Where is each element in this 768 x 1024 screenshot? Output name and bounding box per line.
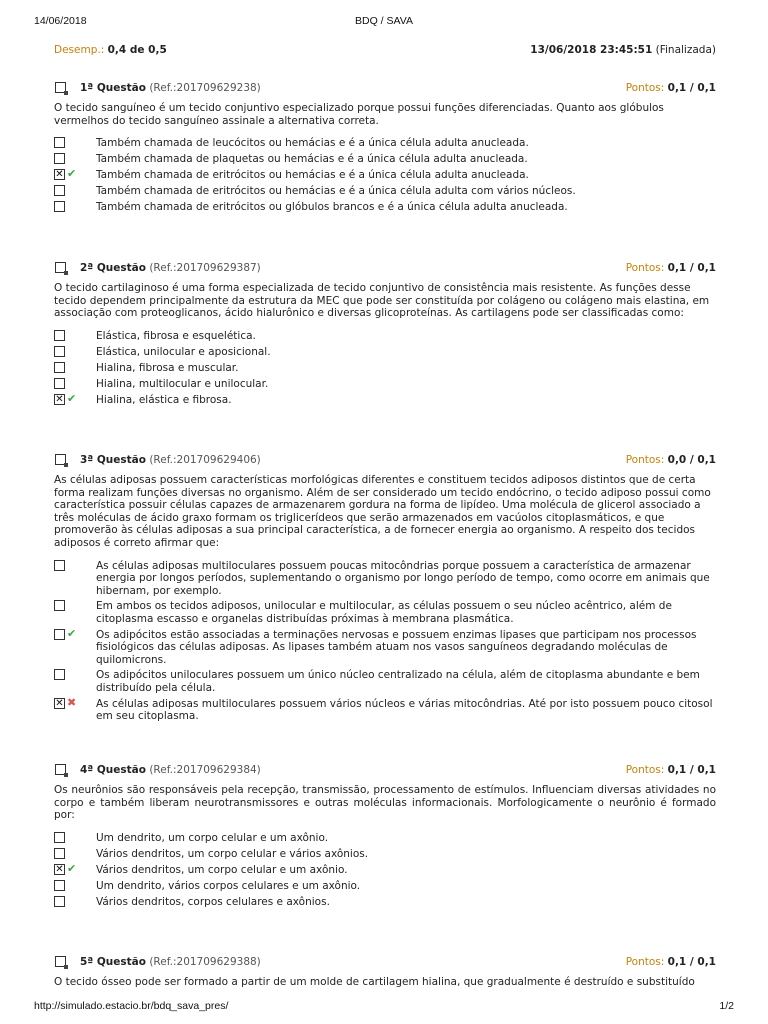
question-header [54, 956, 716, 970]
question-number: 3ª Questão [80, 454, 146, 466]
wrong-icon: ✖ [67, 695, 77, 709]
points-label: Pontos: [625, 82, 665, 94]
option[interactable] [54, 378, 716, 391]
question-3 [54, 454, 716, 726]
correct-icon: ✔ [67, 167, 77, 181]
option-text: As células adiposas multiloculares possuem poucas mitocôndrias porque possuem a característica de armazenar energia por longos períodos, suplementando o organismo por longo período de tempo, como ocorre em animais que hibernam, por exemplo. [96, 559, 710, 597]
option[interactable] [54, 560, 716, 598]
print-header [0, 15, 768, 29]
option[interactable] [54, 391, 716, 407]
option-checkbox[interactable] [54, 629, 65, 640]
option-checkbox[interactable] [54, 880, 65, 891]
option[interactable] [54, 169, 716, 182]
desemp-label: Desemp.: [54, 44, 105, 56]
points-value: 0,1 / 0,1 [667, 956, 716, 968]
option-text: Hialina, fibrosa e muscular. [96, 361, 239, 374]
option-checkbox[interactable] [54, 137, 65, 148]
option-checkbox[interactable]: ✕ [55, 697, 64, 709]
question-number: 4ª Questão [80, 764, 146, 776]
desemp-value: 0,4 de 0,5 [107, 44, 167, 56]
finish-status: (Finalizada) [655, 44, 716, 56]
question-icon [55, 454, 66, 465]
finish-info [530, 44, 716, 56]
option-checkbox[interactable] [54, 560, 65, 571]
option[interactable] [54, 137, 716, 150]
option-checkbox[interactable] [54, 185, 65, 196]
option-checkbox[interactable] [54, 346, 65, 357]
option-text: Vários dendritos, um corpo celular e vários axônios. [96, 847, 369, 860]
points-value: 0,1 / 0,1 [667, 262, 716, 274]
option[interactable] [54, 848, 716, 861]
option[interactable] [54, 330, 716, 343]
option-text: Hialina, elástica e fibrosa. [96, 393, 232, 406]
option-checkbox[interactable] [54, 669, 65, 680]
question-4 [54, 764, 716, 912]
option[interactable] [54, 896, 716, 909]
print-footer [0, 1000, 768, 1014]
question-number: 5ª Questão [80, 956, 146, 968]
option[interactable] [54, 362, 716, 375]
print-url[interactable]: http://simulado.estacio.br/bdq_sava_pres/ [34, 1000, 229, 1012]
option-text: Também chamada de eritrócitos ou hemácias e é a única célula adulta anucleada. [96, 169, 529, 182]
option-text: Também chamada de eritrócitos ou glóbulos brancos e é a única célula adulta anucleada. [96, 201, 568, 214]
points-label: Pontos: [625, 262, 665, 274]
option-checkbox[interactable] [54, 896, 65, 907]
option-checkbox[interactable] [54, 600, 65, 611]
question-number: 1ª Questão [80, 82, 146, 94]
print-title: BDQ / SAVA [355, 15, 413, 27]
print-date: 14/06/2018 [34, 15, 87, 27]
correct-icon: ✔ [67, 861, 77, 875]
question-header [54, 262, 716, 276]
option-checkbox[interactable]: ✕ [55, 169, 64, 181]
question-header [54, 764, 716, 778]
points-value: 0,1 / 0,1 [667, 82, 716, 94]
points-value: 0,0 / 0,1 [667, 454, 716, 466]
question-5 [54, 956, 716, 999]
option-checkbox[interactable] [54, 330, 65, 341]
option-checkbox[interactable] [54, 378, 65, 389]
question-stem: O tecido ósseo pode ser formado a partir de um molde de cartilagem hialina, que gradualmente é destruído e substituído [54, 976, 695, 988]
option[interactable] [54, 832, 716, 845]
option[interactable] [54, 861, 716, 877]
question-icon [55, 82, 66, 93]
option-text: Também chamada de plaquetas ou hemácias e é a única célula adulta anucleada. [96, 153, 528, 166]
option-text: Também chamada de eritrócitos ou hemácias e é a única célula adulta com vários núcleos. [96, 185, 576, 198]
finish-timestamp: 13/06/2018 23:45:51 [530, 44, 653, 56]
question-stem: O tecido cartilaginoso é uma forma especializada de tecido conjuntivo de consistência mais resistente. As funções desse tecido dependem principalmente da estrutura da MEC que pode ser constituída por colágeno ou colágeno mais elastina, em associação com proteoglicanos, ácido hialurônico e diversas glicoproteínas. As cartilagens pode ser classificadas como: [54, 282, 710, 320]
question-stem: As células adiposas possuem características morfológicas diferentes e constituem tecidos adiposos distintos que de certa forma realizam funções diversas no organismo. Além de ser considerado um tecido endócrino, o tecido adiposo possui como característica possuir células capazes de armazenarem gordura na forma de lipídeo. Uma molécula de glicerol associado a três moléculas de ácido graxo formam os triglicerídeos que serão armazenados em vacúolos citoplasmáticos, e que promoverão às células adiposas a sua principal característica, a de fornecer energia ao organismo. A respeito dos tecidos adiposos é correto afirmar que: [54, 474, 711, 549]
option-checkbox[interactable] [54, 832, 65, 843]
option-text: Vários dendritos, um corpo celular e um axônio. [96, 863, 348, 876]
question-ref: (Ref.:201709629406) [149, 454, 261, 466]
option-checkbox[interactable]: ✕ [55, 393, 64, 405]
option-text: Um dendrito, um corpo celular e um axônio. [96, 831, 329, 844]
option-checkbox[interactable] [54, 201, 65, 212]
points-label: Pontos: [625, 956, 665, 968]
question-number: 2ª Questão [80, 262, 146, 274]
option[interactable] [54, 185, 716, 198]
question-icon [55, 956, 66, 967]
question-icon [55, 764, 66, 775]
option-checkbox[interactable] [54, 848, 65, 859]
option-checkbox[interactable] [54, 362, 65, 373]
option-text: Os adipócitos uniloculares possuem um único núcleo centralizado na célula, além de citoplasma abundante e bem distribuído pela célula. [96, 669, 700, 694]
points-label: Pontos: [625, 764, 665, 776]
question-ref: (Ref.:201709629384) [149, 764, 261, 776]
option-text: As células adiposas multiloculares possuem vários núcleos e várias mitocôndrias. Até por isto possuem pouco citosol em seu citoplasma. [96, 697, 713, 723]
question-header [54, 82, 716, 96]
option[interactable] [54, 600, 716, 625]
performance-summary [54, 44, 716, 60]
print-page-number: 1/2 [719, 1000, 734, 1012]
question-ref: (Ref.:201709629387) [149, 262, 261, 274]
question-ref: (Ref.:201709629238) [149, 82, 261, 94]
option-text: Em ambos os tecidos adiposos, unilocular e multilocular, as células possuem o seu núcleo acêntrico, além de citoplasma escasso e organelas distribuídas próximas à membrana plasmática. [96, 600, 672, 625]
question-icon [55, 262, 66, 273]
option[interactable] [54, 153, 716, 166]
option-text: Um dendrito, vários corpos celulares e um axônio. [96, 879, 361, 892]
option[interactable] [54, 346, 716, 359]
option[interactable] [54, 626, 716, 667]
points-value: 0,1 / 0,1 [667, 764, 716, 776]
option[interactable] [54, 669, 716, 694]
option-text: Também chamada de leucócitos ou hemácias e é a única célula adulta anucleada. [96, 137, 529, 150]
points-label: Pontos: [625, 454, 665, 466]
question-2 [54, 262, 716, 410]
question-ref: (Ref.:201709629388) [149, 956, 261, 968]
correct-icon: ✔ [67, 626, 77, 640]
option[interactable] [54, 880, 716, 893]
question-stem: O tecido sanguíneo é um tecido conjuntivo especializado porque possui funções diferenciadas. Quanto aos glóbulos vermelhos do tecido sanguíneo assinale a alternativa correta. [54, 102, 664, 127]
option[interactable] [54, 695, 716, 723]
question-header [54, 454, 716, 468]
option-text: Os adipócitos estão associadas a terminações nervosas e possuem enzimas lipases que participam nos processos fisiológicos das células adiposas. As lipases também atuam nos vasos sanguíneos degradando moléculas de quilomicrons. [96, 628, 697, 666]
question-1 [54, 82, 716, 217]
question-stem: Os neurônios são responsáveis pela recepção, transmissão, processamento de estímulos. Influenciam diversas atividades no corpo e também liberam neurotransmissores e outras moléculas informacionais. Morfologicamente o neurônio é formado por: [54, 784, 716, 822]
option-text: Elástica, unilocular e aposicional. [96, 345, 271, 358]
option-text: Elástica, fibrosa e esquelética. [96, 329, 256, 342]
option-text: Vários dendritos, corpos celulares e axônios. [96, 895, 330, 908]
option-text: Hialina, multilocular e unilocular. [96, 377, 269, 390]
option[interactable] [54, 201, 716, 214]
option-checkbox[interactable]: ✕ [55, 863, 64, 875]
option-checkbox[interactable] [54, 153, 65, 164]
correct-icon: ✔ [67, 391, 77, 405]
